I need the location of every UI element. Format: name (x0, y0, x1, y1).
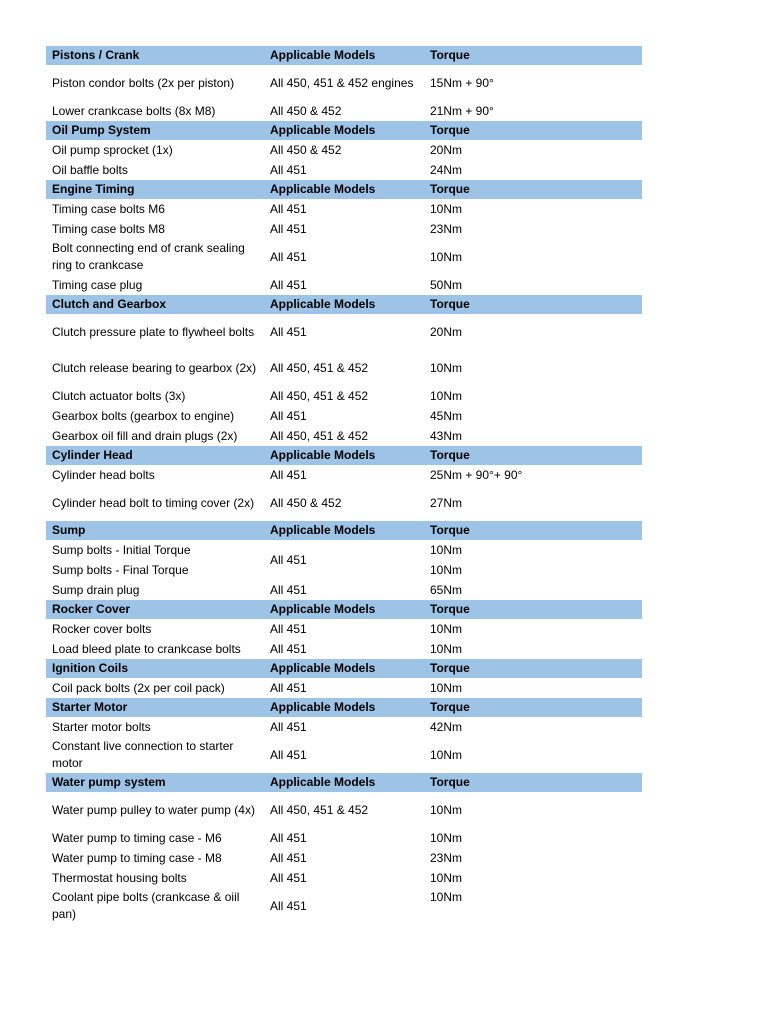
section-header (46, 46, 642, 65)
item-cell: Clutch actuator bolts (3x) (52, 388, 186, 403)
models-header: Applicable Models (270, 297, 376, 311)
section-title: Pistons / Crank (52, 48, 140, 62)
section-title: Oil Pump System (52, 123, 151, 137)
torque-cell: 10Nm (430, 360, 463, 375)
models-header: Applicable Models (270, 448, 376, 462)
item-cell: Constant live connection to starter motor (52, 739, 234, 770)
torque-cell: 45Nm (430, 408, 463, 423)
torque-cell: 10Nm (430, 562, 463, 577)
table-row (46, 140, 642, 160)
item-cell: Oil pump sprocket (1x) (52, 142, 173, 157)
section-header (46, 521, 642, 540)
models-cell: All 450, 451 & 452 (270, 360, 369, 375)
torque-header: Torque (430, 297, 470, 311)
table-row (46, 580, 642, 600)
table-row (46, 737, 642, 773)
models-cell: All 450, 451 & 452 engines (270, 75, 414, 90)
section-title: Ignition Coils (52, 661, 128, 675)
models-cell: All 451 (270, 162, 307, 177)
item-cell: Timing case bolts M8 (52, 221, 165, 236)
section-header (46, 600, 642, 619)
torque-cell: 10Nm (430, 388, 463, 403)
torque-cell: 42Nm (430, 719, 463, 734)
models-cell: All 451 (270, 582, 307, 597)
item-cell: Piston condor bolts (2x per piston) (52, 75, 235, 90)
table-row (46, 350, 642, 386)
section-title: Rocker Cover (52, 602, 131, 616)
models-header: Applicable Models (270, 700, 376, 714)
torque-cell: 23Nm (430, 221, 463, 236)
table-row (46, 868, 642, 888)
torque-cell: 10Nm (430, 621, 463, 636)
section-header (46, 698, 642, 717)
models-header: Applicable Models (270, 661, 376, 675)
item-cell: Sump bolts - Initial Torque (52, 542, 191, 557)
item-cell: Gearbox bolts (gearbox to engine) (52, 408, 235, 423)
models-cell: All 450, 451 & 452 (270, 802, 369, 817)
table-row (46, 426, 642, 446)
models-cell: All 451 (270, 408, 307, 423)
torque-header: Torque (430, 661, 470, 675)
section-header (46, 295, 642, 314)
table-row (46, 275, 642, 295)
table-row (46, 717, 642, 737)
item-cell: Oil baffle bolts (52, 162, 128, 177)
table-row (46, 406, 642, 426)
torque-cell: 10Nm (430, 542, 463, 557)
item-cell: Bolt connecting end of crank sealing ring to crankcase (52, 241, 245, 272)
torque-cell: 50Nm (430, 277, 463, 292)
table-row (46, 65, 642, 101)
models-cell: All 450, 451 & 452 (270, 428, 369, 443)
models-cell: All 451 (270, 621, 307, 636)
torque-cell: 10Nm (430, 201, 463, 216)
models-cell: All 451 (270, 850, 307, 865)
section-title: Clutch and Gearbox (52, 297, 167, 311)
table-row (46, 199, 642, 219)
table-row (46, 792, 642, 828)
table-row (46, 314, 642, 350)
models-cell: All 450 & 452 (270, 495, 342, 510)
table-row (46, 828, 642, 848)
torque-cell: 15Nm + 90° (430, 75, 494, 90)
models-cell: All 451 (270, 552, 307, 567)
section-title: Water pump system (52, 775, 166, 789)
item-cell: Load bleed plate to crankcase bolts (52, 641, 241, 656)
table-row (46, 678, 642, 698)
item-cell: Water pump pulley to water pump (4x) (52, 802, 255, 817)
models-cell: All 450 & 452 (270, 103, 342, 118)
torque-cell: 10Nm (430, 680, 463, 695)
item-cell: Timing case plug (52, 277, 143, 292)
torque-header: Torque (430, 123, 470, 137)
section-header (46, 446, 642, 465)
item-cell: Clutch release bearing to gearbox (2x) (52, 360, 257, 375)
torque-cell: 27Nm (430, 495, 463, 510)
item-cell: Starter motor bolts (52, 719, 151, 734)
table-row (46, 848, 642, 868)
item-cell: Cylinder head bolts (52, 467, 155, 482)
item-cell: Gearbox oil fill and drain plugs (2x) (52, 428, 238, 443)
models-cell: All 451 (270, 719, 307, 734)
section-header (46, 659, 642, 678)
item-cell: Sump bolts - Final Torque (52, 562, 189, 577)
models-cell: All 451 (270, 249, 307, 264)
torque-cell: 23Nm (430, 850, 463, 865)
models-cell: All 451 (270, 747, 307, 762)
table-row (46, 239, 642, 275)
models-header: Applicable Models (270, 123, 376, 137)
section-title: Starter Motor (52, 700, 128, 714)
torque-header: Torque (430, 775, 470, 789)
models-cell: All 451 (270, 870, 307, 885)
models-cell: All 450, 451 & 452 (270, 388, 369, 403)
section-header (46, 121, 642, 140)
torque-cell: 10Nm (430, 641, 463, 656)
models-header: Applicable Models (270, 523, 376, 537)
item-cell: Sump drain plug (52, 582, 140, 597)
item-cell: Thermostat housing bolts (52, 870, 187, 885)
models-header: Applicable Models (270, 182, 376, 196)
torque-cell: 21Nm + 90° (430, 103, 494, 118)
torque-cell: 20Nm (430, 324, 463, 339)
models-cell: All 451 (270, 221, 307, 236)
torque-cell: 24Nm (430, 162, 463, 177)
item-cell: Coil pack bolts (2x per coil pack) (52, 680, 225, 695)
table-row (46, 101, 642, 121)
section-title: Engine Timing (52, 182, 135, 196)
item-cell: Cylinder head bolt to timing cover (2x) (52, 495, 255, 510)
table-row (46, 639, 642, 659)
torque-header: Torque (430, 602, 470, 616)
models-cell: All 451 (270, 830, 307, 845)
torque-table (46, 46, 642, 924)
torque-cell: 20Nm (430, 142, 463, 157)
item-cell: Coolant pipe bolts (crankcase & oiil pan) (52, 890, 240, 921)
torque-cell: 10Nm (430, 830, 463, 845)
section-header (46, 180, 642, 199)
section-title: Sump (52, 523, 86, 537)
models-cell: All 451 (270, 680, 307, 695)
section-title: Cylinder Head (52, 448, 133, 462)
table-row (46, 619, 642, 639)
item-cell: Water pump to timing case - M8 (52, 850, 222, 865)
table-row (46, 888, 642, 924)
item-cell: Water pump to timing case - M6 (52, 830, 222, 845)
table-row (46, 219, 642, 239)
torque-cell: 10Nm (430, 870, 463, 885)
table-row (46, 386, 642, 406)
torque-cell: 43Nm (430, 428, 463, 443)
torque-cell: 10Nm (430, 249, 463, 264)
table-row (46, 465, 642, 485)
torque-header: Torque (430, 182, 470, 196)
models-cell: All 451 (270, 641, 307, 656)
torque-cell: 25Nm + 90°+ 90° (430, 467, 523, 482)
models-header: Applicable Models (270, 602, 376, 616)
torque-header: Torque (430, 700, 470, 714)
torque-cell: 10Nm (430, 802, 463, 817)
item-cell: Clutch pressure plate to flywheel bolts (52, 324, 255, 339)
models-cell: All 451 (270, 201, 307, 216)
torque-cell: 65Nm (430, 582, 463, 597)
models-cell: All 451 (270, 898, 307, 913)
models-cell: All 450 & 452 (270, 142, 342, 157)
item-cell: Timing case bolts M6 (52, 201, 165, 216)
models-header: Applicable Models (270, 775, 376, 789)
torque-header: Torque (430, 523, 470, 537)
section-header (46, 773, 642, 792)
torque-header: Torque (430, 448, 470, 462)
torque-cell: 10Nm (430, 747, 463, 762)
models-header: Applicable Models (270, 48, 376, 62)
item-cell: Rocker cover bolts (52, 621, 152, 636)
models-cell: All 451 (270, 277, 307, 292)
table-row (46, 485, 642, 521)
torque-cell: 10Nm (430, 890, 463, 904)
item-cell: Lower crankcase bolts (8x M8) (52, 103, 216, 118)
models-cell: All 451 (270, 324, 307, 339)
table-row (46, 160, 642, 180)
torque-header: Torque (430, 48, 470, 62)
table-row (46, 552, 642, 580)
models-cell: All 451 (270, 467, 307, 482)
